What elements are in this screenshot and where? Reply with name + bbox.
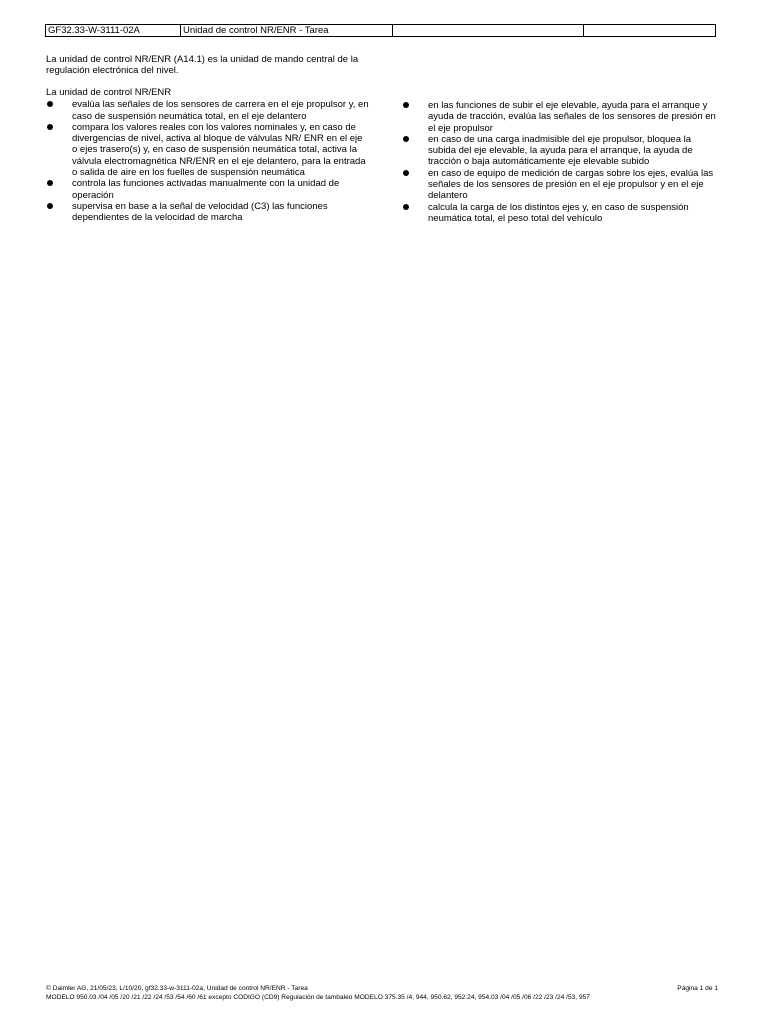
bullet-icon (403, 170, 409, 176)
list-item (46, 178, 370, 201)
header-empty-cell-1 (393, 25, 584, 37)
left-column (46, 87, 370, 224)
document-title-cell: Unidad de control NR/ENR - Tarea (181, 25, 393, 37)
left-column-heading: La unidad de control NR/ENR (46, 87, 172, 98)
bullet-icon (47, 124, 53, 130)
right-column (402, 100, 720, 224)
document-header-table (45, 24, 716, 37)
bullet-icon (47, 180, 53, 186)
bullet-icon (47, 203, 53, 209)
header-row (46, 25, 716, 37)
page-footer (46, 985, 718, 1002)
right-bullet-list (402, 100, 720, 224)
list-item-text: en caso de una carga inadmisible del eje propulsor, bloquea la subida del eje elevable, la ayuda para el arranque, la ayuda de tracción o baja automáticamente eje elevable subido (428, 133, 693, 168)
list-item (46, 99, 370, 122)
list-item-text: calcula la carga de los distintos ejes y, en caso de suspensión neumática total, el peso total del vehículo (428, 201, 689, 224)
list-item-text: compara los valores reales con los valores nominales y, en caso de divergencias de nivel, activa al bloque de válvulas NR/ ENR en el eje o ejes trasero(s) y, en caso de suspensión neumática total, activa la válvula electromagnética NR/ENR en el eje delantero, para la entrada o salida de aire en los fuelles de suspensión neumática (72, 121, 366, 179)
footer-models: MODELO 950.03 /04 /05 /20 /21 /22 /24 /53 /54 /60 /61 excepto CODIGO (CD9) Regulación de tambaleo MODELO 375.35 /4, 944, 950.62, 952.24, 954.03 /04 /05 /06 /22 /23 /24 /53, 957 (46, 993, 590, 1001)
footer-line-1 (46, 985, 718, 994)
bullet-icon (403, 136, 409, 142)
list-item (402, 202, 720, 225)
list-item-text: en las funciones de subir el eje elevable, ayuda para el arranque y ayuda de tracción, evalúa las señales de los sensores de presión en el eje propulsor (428, 100, 716, 134)
intro-paragraph: La unidad de control NR/ENR (A14.1) es la unidad de mando central de la regulación electrónica del nivel. (46, 54, 359, 77)
list-item-text: en caso de equipo de medición de cargas sobre los ejes, evalúa las señales de los sensores de presión en el eje propulsor y en el eje delantero (428, 167, 714, 202)
list-item-text: controla las funciones activadas manualmente con la unidad de operación (72, 178, 340, 201)
header-empty-cell-2 (584, 25, 716, 37)
list-item (46, 122, 370, 178)
list-item (46, 201, 370, 224)
footer-copyright: © Daimler AG, 21/05/23, L/10/20, gf32.33-w-3111-02a, Unidad de control NR/ENR - Tarea (46, 985, 308, 992)
list-item (402, 100, 720, 134)
list-item-text: evalúa las señales de los sensores de carrera en el eje propulsor y, en caso de suspensión neumática total, en el eje delantero (72, 99, 369, 122)
bullet-icon (403, 102, 409, 108)
document-id-cell: GF32.33-W-3111-02A (46, 25, 181, 37)
bullet-icon (47, 101, 53, 107)
list-item (402, 168, 720, 202)
left-bullet-list (46, 99, 370, 223)
bullet-icon (403, 204, 409, 210)
footer-page-number: Página 1 de 1 (677, 985, 718, 992)
list-item-text: supervisa en base a la señal de velocidad (C3) las funciones dependientes de la velocidad de marcha (72, 200, 328, 224)
list-item (402, 134, 720, 168)
